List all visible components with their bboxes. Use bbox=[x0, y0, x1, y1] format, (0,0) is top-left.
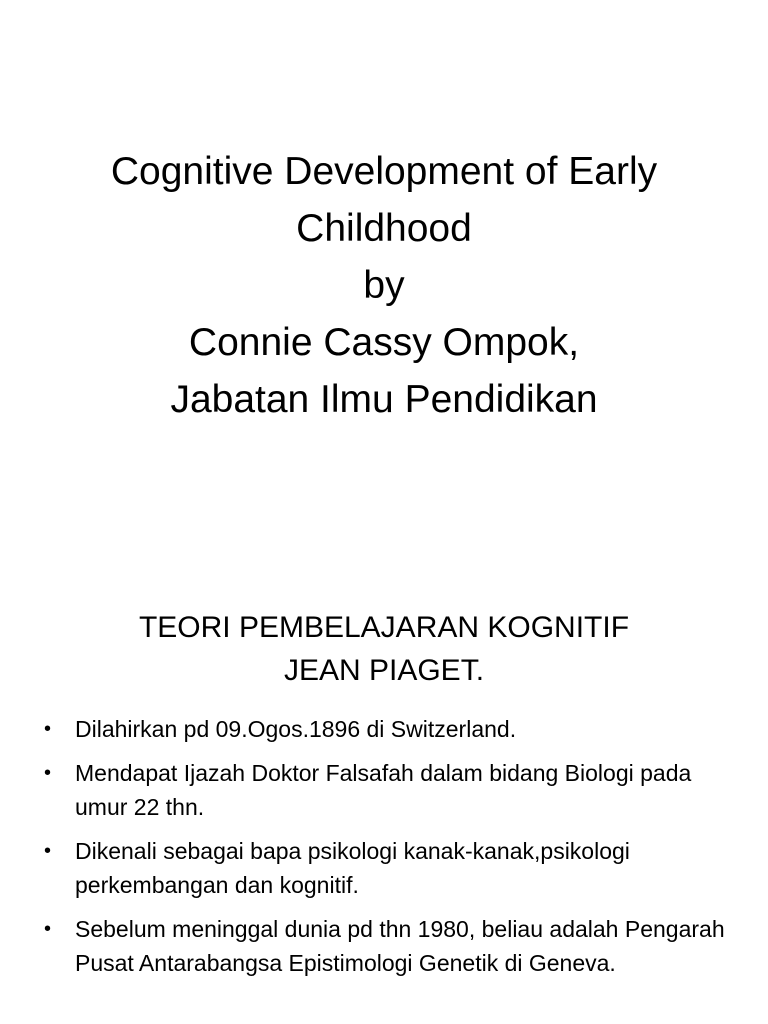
bullet-icon: • bbox=[44, 840, 52, 862]
title-line-course: Cognitive Development of Early bbox=[110, 150, 658, 193]
bullet-item bbox=[0, 912, 768, 980]
bullet-text: Dilahirkan pd 09.Ogos.1896 di Switzerland. bbox=[75, 716, 517, 742]
bullet-icon: • bbox=[44, 762, 52, 784]
title-line-department: Jabatan Ilmu Pendidikan bbox=[170, 378, 598, 421]
heading-line-2: JEAN PIAGET. bbox=[283, 654, 485, 687]
bullet-icon: • bbox=[44, 918, 52, 940]
bullet-text: Mendapat Ijazah Doktor Falsafah dalam bidang Biologi pada umur 22 thn. bbox=[75, 760, 692, 820]
bullet-item bbox=[0, 834, 768, 902]
bullet-item bbox=[0, 756, 768, 824]
slide-heading bbox=[40, 606, 728, 692]
bullet-item bbox=[0, 712, 768, 746]
heading-line-1: TEORI PEMBELAJARAN KOGNITIF bbox=[138, 611, 630, 644]
bullet-icon: • bbox=[44, 718, 52, 740]
slide-title bbox=[40, 143, 728, 428]
title-line-author: Connie Cassy Ompok, bbox=[188, 321, 580, 364]
bullet-text: Dikenali sebagai bapa psikologi kanak-kanak,psikologi perkembangan dan kognitif. bbox=[75, 838, 630, 898]
title-line-course-cont: Childhood bbox=[296, 207, 472, 250]
bullet-text: Sebelum meninggal dunia pd thn 1980, beliau adalah Pengarah Pusat Antarabangsa Epistimologi Genetik di Geneva. bbox=[75, 916, 725, 976]
content-slide bbox=[0, 576, 768, 1024]
bullet-list bbox=[0, 712, 768, 990]
title-line-by: by bbox=[363, 264, 405, 307]
